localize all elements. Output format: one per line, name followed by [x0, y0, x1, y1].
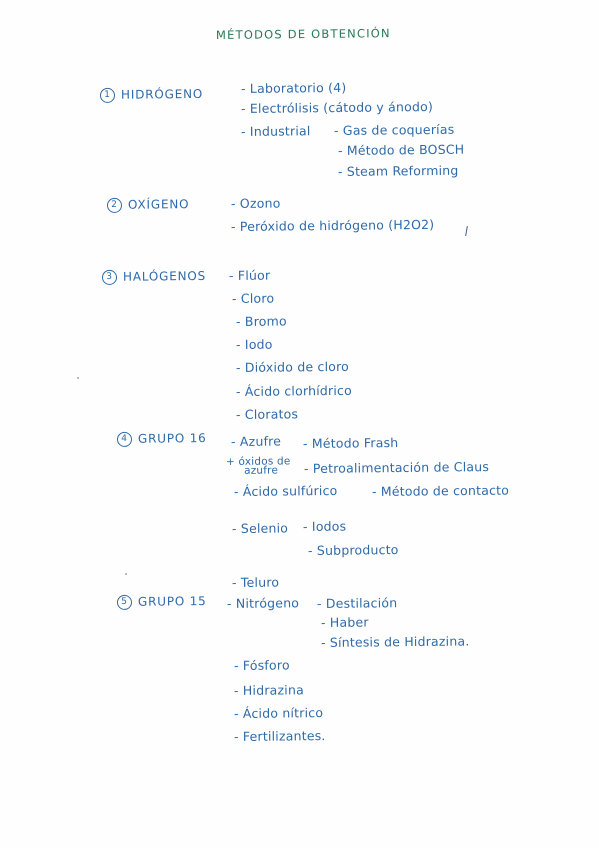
list-item: - Electrólisis (cátodo y ánodo): [240, 98, 434, 116]
list-item: - Fertilizantes.: [233, 728, 326, 744]
section-grupo-15: [117, 594, 207, 610]
sub-list-item: - Iodos: [302, 518, 347, 534]
list-item: - Azufre: [230, 433, 282, 449]
sub-list-item: - Destilación: [316, 595, 398, 611]
list-item: - Flúor: [228, 267, 271, 283]
section-halogenos: [102, 269, 206, 285]
list-item: - Cloro: [231, 290, 275, 306]
list-item: - Iodo: [235, 336, 273, 352]
paper-speck: [125, 573, 127, 575]
page-title: MÉTODOS DE OBTENCIÓN: [215, 26, 391, 42]
section-heading: HIDRÓGENO: [120, 86, 204, 102]
list-item: - Bromo: [235, 313, 287, 329]
sub-list-item: - Método de contacto: [371, 482, 510, 499]
stacked-line: + óxidos de: [225, 455, 291, 468]
list-item: - Ácido sulfúrico: [233, 482, 338, 499]
section-number: 1: [100, 88, 115, 103]
sub-list-item: - Subproducto: [307, 542, 399, 558]
section-hidrogeno: [100, 87, 203, 103]
stacked-line: azufre: [243, 464, 279, 477]
section-grupo-16: [117, 431, 207, 447]
sub-list-item: - Petroalimentación de Claus: [303, 459, 490, 476]
list-item: - Dióxido de cloro: [235, 358, 350, 375]
sub-list-item: - Steam Reforming: [337, 162, 459, 179]
section-number: 5: [117, 595, 132, 610]
list-item: - Ozono: [230, 195, 281, 211]
section-heading: OXÍGENO: [127, 197, 190, 212]
list-item: - Teluro: [231, 574, 280, 590]
sub-list-item: - Método Frash: [302, 435, 399, 451]
section-oxigeno: [107, 197, 189, 213]
list-item: - Peróxido de hidrógeno (H2O2): [230, 216, 435, 234]
list-item: - Fósforo: [233, 657, 290, 673]
list-item: - Laboratorio (4): [240, 79, 347, 96]
list-item: - Industrial: [240, 123, 311, 139]
section-heading: GRUPO 15: [137, 594, 207, 609]
sub-list-item: - Gas de coquerías: [333, 121, 455, 138]
list-item: - Selenio: [231, 520, 289, 536]
section-number: 4: [117, 432, 132, 447]
pen-mark: [465, 226, 468, 236]
sub-list-item: - Haber: [320, 614, 369, 630]
section-number: 2: [107, 198, 122, 213]
list-item: - Ácido nítrico: [233, 705, 324, 721]
section-heading: HALÓGENOS: [122, 268, 207, 284]
sub-list-item: - Síntesis de Hidrazina.: [320, 633, 470, 650]
list-item-stacked: [226, 457, 291, 476]
sub-list-item: - Método de BOSCH: [337, 141, 465, 158]
section-number: 3: [102, 270, 117, 285]
list-item: - Nitrógeno: [226, 595, 300, 611]
list-item: - Hidrazina: [233, 682, 304, 698]
section-heading: GRUPO 16: [137, 431, 207, 446]
paper-speck: [77, 377, 79, 379]
list-item: - Ácido clorhídrico: [235, 382, 352, 399]
list-item: - Cloratos: [235, 406, 299, 422]
